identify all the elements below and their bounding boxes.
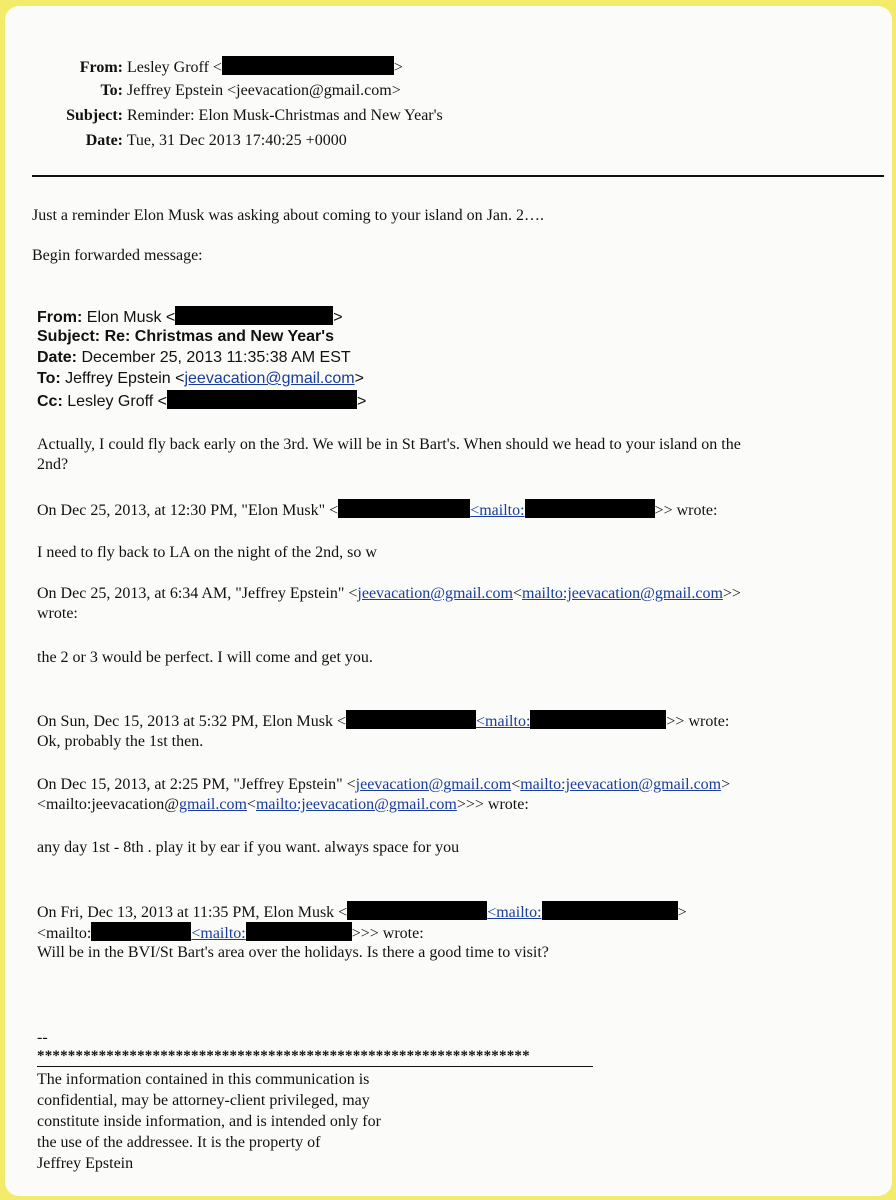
- mailto-link[interactable]: <mailto:: [191, 925, 246, 942]
- mailto-link[interactable]: <mailto:: [470, 502, 525, 519]
- signature-dash: --: [37, 1029, 48, 1046]
- quote-header: On Dec 15, 2013, at 2:25 PM, "Jeffrey Epstein" <jeevacation@gmail.com<mailto:jeevacation@gmail.com>: [37, 776, 731, 793]
- fwd-cc-row: Cc: Lesley Groff < >: [37, 390, 366, 412]
- redaction-bar: [525, 499, 655, 518]
- disclaimer-line: the use of the addressee. It is the property of: [37, 1134, 321, 1151]
- redaction-bar: [167, 390, 357, 409]
- quote-paragraph: I need to fly back to LA on the night of the 2nd, so w: [37, 544, 377, 561]
- disclaimer-line: confidential, may be attorney-client privileged, may: [37, 1092, 370, 1109]
- outer-from-row: From: Lesley Groff < >: [45, 56, 403, 78]
- header-divider: [32, 175, 884, 177]
- mailto-link[interactable]: mailto:jeevacation@gmail.com: [522, 585, 723, 602]
- outer-from-value: Lesley Groff <: [127, 59, 222, 76]
- fwd-from-row: From: Elon Musk < >: [37, 306, 343, 328]
- redaction-bar: [91, 922, 191, 941]
- redaction-bar: [346, 710, 476, 729]
- signature-stars: ****************************************************************: [37, 1048, 530, 1064]
- email-link[interactable]: jeevacation@gmail.com: [355, 776, 512, 793]
- email-page: [5, 6, 892, 1196]
- quote-paragraph: any day 1st - 8th . play it by ear if you want. always space for you: [37, 839, 460, 856]
- quote-header: On Sun, Dec 15, 2013 at 5:32 PM, Elon Musk < <mailto: >> wrote:: [37, 710, 729, 732]
- signature-rule: [37, 1066, 593, 1067]
- redaction-bar: [530, 710, 666, 729]
- fwd-to-row: To: Jeffrey Epstein <jeevacation@gmail.com>: [37, 370, 364, 387]
- quote-header: On Dec 25, 2013, at 6:34 AM, "Jeffrey Epstein" <jeevacation@gmail.com<mailto:jeevacation@gmail.com>>: [37, 585, 741, 602]
- quote-header: On Dec 25, 2013, at 12:30 PM, "Elon Musk" < <mailto: >> wrote:: [37, 499, 717, 521]
- disclaimer-line: Jeffrey Epstein: [37, 1155, 134, 1172]
- redaction-bar: [175, 306, 333, 325]
- quote-paragraph: Will be in the BVI/St Bart's area over the holidays. Is there a good time to visit?: [37, 944, 549, 961]
- outer-date-value: Tue, 31 Dec 2013 17:40:25 +0000: [126, 132, 347, 149]
- outer-to-row: To: Jeffrey Epstein <jeevacation@gmail.com>: [100, 82, 401, 99]
- quote-paragraph: the 2 or 3 would be perfect. I will come and get you.: [37, 649, 373, 666]
- fwd-date-row: Date: December 25, 2013 11:35:38 AM EST: [37, 349, 351, 366]
- fwd-subject-row: Subject: Re: Christmas and New Year's: [37, 328, 334, 345]
- quote-header: On Fri, Dec 13, 2013 at 11:35 PM, Elon Musk < <mailto: >: [37, 901, 687, 923]
- quote-paragraph: Ok, probably the 1st then.: [37, 733, 204, 750]
- email-link[interactable]: jeevacation@gmail.com: [184, 370, 355, 387]
- redaction-bar: [542, 901, 678, 920]
- email-link[interactable]: gmail.com: [178, 796, 247, 813]
- disclaimer-line: The information contained in this communication is: [37, 1071, 370, 1088]
- redaction-bar: [246, 922, 352, 941]
- quote-header-cont: <mailto:jeevacation@gmail.com<mailto:jeevacation@gmail.com>>> wrote:: [37, 796, 529, 813]
- outer-date-row: Date: Tue, 31 Dec 2013 17:40:25 +0000: [85, 132, 347, 149]
- mailto-link[interactable]: <mailto:: [487, 904, 542, 921]
- redaction-bar: [222, 56, 394, 75]
- reminder-text: Just a reminder Elon Musk was asking about coming to your island on Jan. 2….: [32, 207, 544, 224]
- disclaimer-line: constitute inside information, and is intended only for: [37, 1113, 381, 1130]
- redaction-bar: [338, 499, 470, 518]
- quote-header-cont: <mailto: <mailto: >>> wrote:: [37, 922, 424, 944]
- email-link[interactable]: jeevacation@gmail.com: [357, 585, 513, 602]
- mailto-link[interactable]: mailto:jeevacation@gmail.com: [255, 796, 457, 813]
- forwarded-label: Begin forwarded message:: [32, 247, 203, 264]
- redaction-bar: [347, 901, 487, 920]
- mailto-link[interactable]: mailto:jeevacation@gmail.com: [520, 776, 722, 793]
- outer-subject-row: Subject: Reminder: Elon Musk-Christmas and New Year's: [66, 107, 443, 124]
- outer-subject-value: Reminder: Elon Musk-Christmas and New Year's: [127, 107, 443, 124]
- reply-paragraph-cont: 2nd?: [37, 456, 69, 473]
- quote-header-cont: wrote:: [37, 605, 78, 622]
- outer-to-value: Jeffrey Epstein <jeevacation@gmail.com>: [127, 82, 401, 99]
- reply-paragraph: Actually, I could fly back early on the 3rd. We will be in St Bart's. When should we head to your island on the: [37, 436, 741, 453]
- mailto-link[interactable]: <mailto:: [476, 713, 531, 730]
